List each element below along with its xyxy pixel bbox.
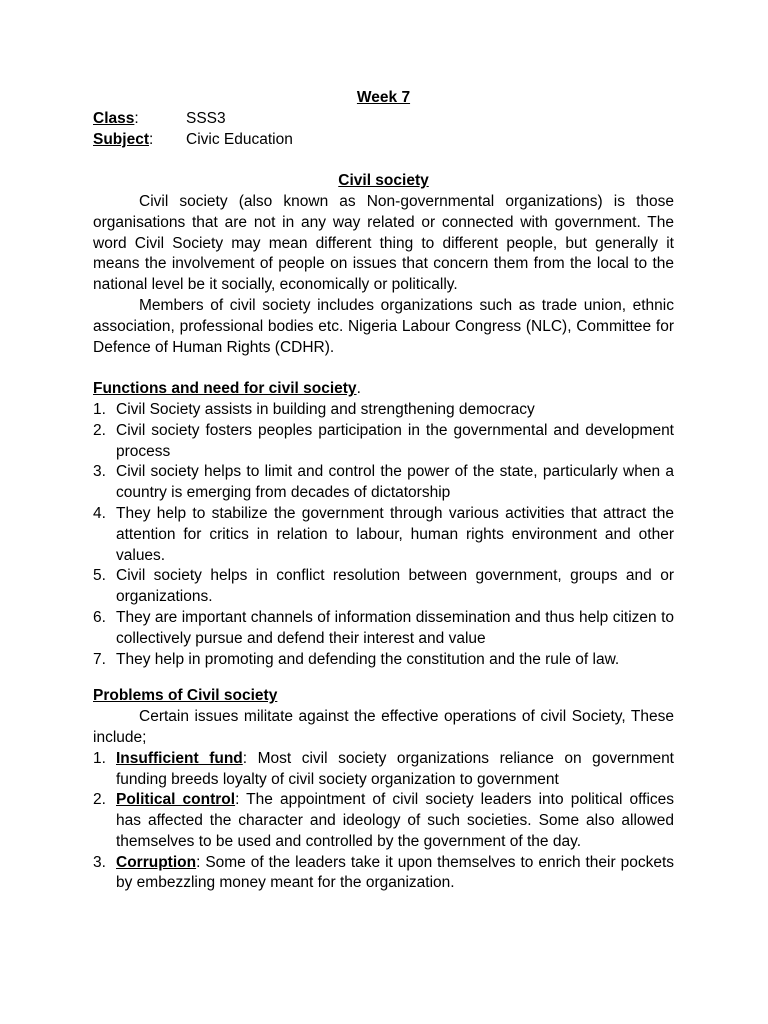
list-item-text: They help in promoting and defending the constitution and the rule of law. bbox=[116, 650, 620, 668]
list-item bbox=[93, 421, 674, 463]
functions-list bbox=[93, 400, 674, 670]
list-item-text: They are important channels of information dissemination and thus help citizen to collectively pursue and defend their interest and value bbox=[116, 608, 674, 647]
list-item-text: Civil society helps in conflict resolution between government, groups and or organizations. bbox=[116, 567, 674, 606]
list-item bbox=[93, 504, 674, 566]
document-page bbox=[93, 88, 674, 894]
civil-society-paragraph-2: Members of civil society includes organizations such as trade union, ethnic association, professional bodies etc. Nigeria Labour Congress (NLC), Committee for Defence of Human Rights (CDHR). bbox=[93, 296, 674, 356]
problems-list bbox=[93, 749, 674, 895]
list-item bbox=[93, 749, 674, 791]
functions-heading-suffix: . bbox=[356, 380, 361, 398]
list-item bbox=[93, 790, 674, 852]
list-number: 3. bbox=[93, 463, 106, 481]
problem-text: : Most civil society organizations reliance on government funding breeds loyalty of civil society organization to government bbox=[116, 749, 674, 788]
list-number: 6. bbox=[93, 608, 106, 626]
functions-heading-row bbox=[93, 379, 674, 400]
civil-society-paragraph-1: Civil society (also known as Non-governmental organizations) is those organisations that are not in any way related or connected with government. The word Civil Society may mean different thing to different people, but generally it means the involvement of people on issues that concern them from the local to the national level be it socially, economically or politically. bbox=[93, 192, 674, 294]
civil-society-title: Civil society bbox=[338, 172, 429, 190]
list-item bbox=[93, 608, 674, 650]
class-label: Class bbox=[93, 109, 135, 127]
list-number: 2. bbox=[93, 421, 106, 439]
class-row bbox=[93, 109, 674, 130]
problem-text: : Some of the leaders take it upon themselves to enrich their pockets by embezzling money meant for the organization. bbox=[116, 853, 674, 892]
problem-term: Political control bbox=[116, 791, 236, 809]
functions-heading: Functions and need for civil society bbox=[93, 380, 357, 398]
list-number: 1. bbox=[93, 749, 106, 767]
list-item-text: Civil society helps to limit and control the power of the state, particularly when a country is emerging from decades of dictatorship bbox=[116, 463, 674, 502]
problem-term: Insufficient fund bbox=[116, 749, 243, 767]
list-item bbox=[93, 566, 674, 608]
list-number: 3. bbox=[93, 853, 106, 871]
subject-label: Subject bbox=[93, 130, 149, 148]
list-item-text: They help to stabilize the government through various activities that attract the attention for critics in relation to labour, human rights environment and other values. bbox=[116, 504, 674, 564]
list-number: 1. bbox=[93, 400, 106, 418]
list-number: 2. bbox=[93, 791, 106, 809]
week-title: Week 7 bbox=[356, 89, 411, 106]
subject-row bbox=[93, 130, 674, 151]
list-item bbox=[93, 462, 674, 504]
list-item bbox=[93, 853, 674, 895]
problem-term: Corruption bbox=[116, 853, 197, 871]
list-number: 5. bbox=[93, 567, 106, 585]
subject-colon: : bbox=[148, 130, 154, 148]
problems-heading: Problems of Civil society bbox=[93, 687, 278, 705]
problems-intro: Certain issues militate against the effective operations of civil Society, These include; bbox=[93, 708, 674, 746]
subject-value: Civic Education bbox=[186, 130, 293, 148]
list-number: 4. bbox=[93, 504, 106, 522]
list-number: 7. bbox=[93, 650, 106, 668]
problem-text: : The appointment of civil society leaders into political offices has affected the character and ideology of such societies. Some also allowed themselves to be used and controlled by the government of the day. bbox=[116, 791, 675, 850]
list-item-text: Civil Society assists in building and strengthening democracy bbox=[116, 400, 535, 418]
class-value: SSS3 bbox=[186, 109, 226, 127]
list-item-text: Civil society fosters peoples participation in the governmental and development process bbox=[116, 421, 674, 460]
list-item bbox=[93, 650, 674, 671]
list-item bbox=[93, 400, 674, 421]
class-colon: : bbox=[134, 109, 139, 127]
